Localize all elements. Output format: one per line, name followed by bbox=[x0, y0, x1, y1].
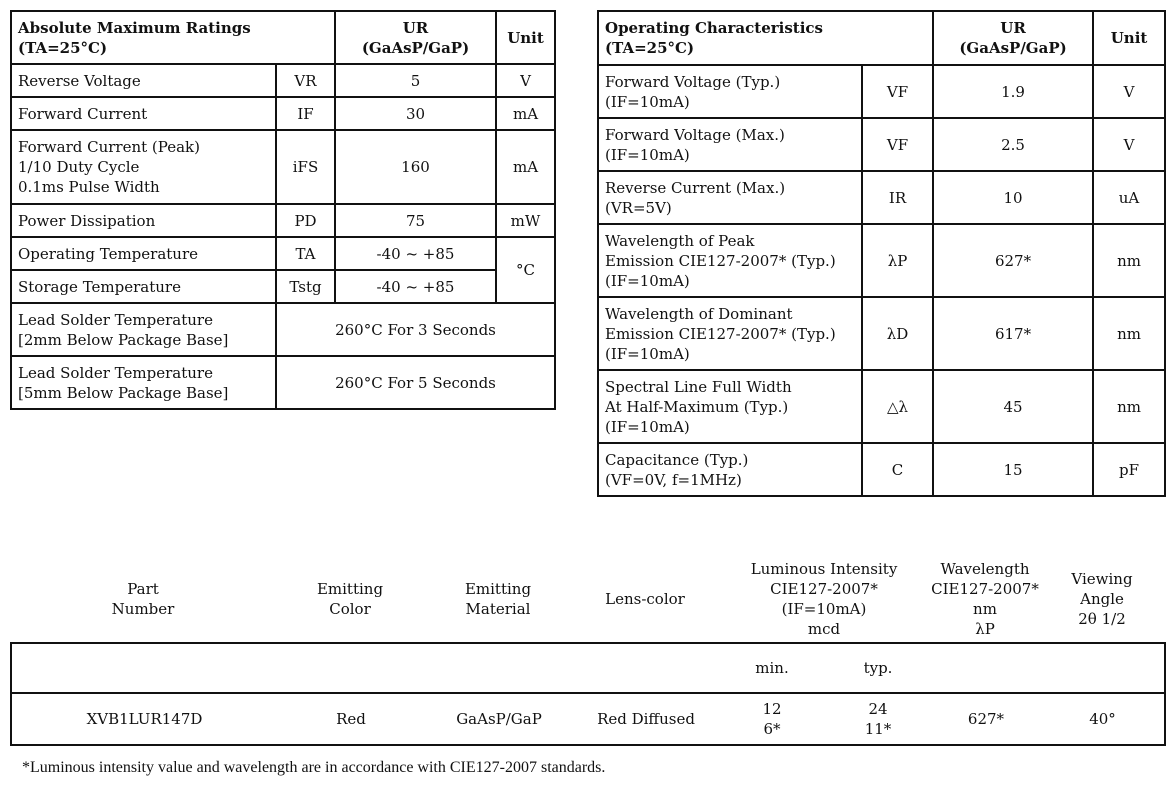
abs-param: Forward Current bbox=[11, 97, 276, 130]
header-viewing-angle: Viewing Angle 2θ 1/2 bbox=[1071, 570, 1133, 628]
emitting-material-cell: GaAsP/GaP bbox=[425, 693, 573, 745]
op-unit: V bbox=[1093, 65, 1165, 118]
abs-symbol: IF bbox=[276, 97, 335, 130]
op-param: Forward Voltage (Max.) (IF=10mA) bbox=[598, 118, 862, 171]
abs-header-title bbox=[11, 11, 335, 64]
op-value: 627* bbox=[933, 224, 1093, 297]
wavelength-cell: 627* bbox=[931, 693, 1041, 745]
header-wavelength: Wavelength CIE127-2007* nm λP bbox=[931, 560, 1039, 638]
op-param: Spectral Line Full Width At Half-Maximum (Typ.) (IF=10mA) bbox=[598, 370, 862, 443]
empty-cell bbox=[425, 643, 573, 693]
abs-value: 260°C For 3 Seconds bbox=[276, 303, 555, 356]
abs-unit: mA bbox=[496, 130, 555, 204]
op-unit: V bbox=[1093, 118, 1165, 171]
min-label: min. bbox=[719, 643, 825, 693]
luminous-typ-cell: 24 11* bbox=[825, 693, 931, 745]
op-param: Wavelength of Dominant Emission CIE127-2007* (Typ.) (IF=10mA) bbox=[598, 297, 862, 370]
op-param: Wavelength of Peak Emission CIE127-2007* (Typ.) (IF=10mA) bbox=[598, 224, 862, 297]
header-luminous-intensity: Luminous Intensity CIE127-2007* (IF=10mA) mcd bbox=[750, 560, 898, 638]
op-value: 10 bbox=[933, 171, 1093, 224]
abs-value: -40 ~ +85 bbox=[335, 270, 496, 303]
empty-cell bbox=[931, 643, 1041, 693]
header-emitting-color: Emitting Color bbox=[316, 580, 384, 618]
abs-param: Lead Solder Temperature [5mm Below Package Base] bbox=[11, 356, 276, 409]
abs-unit: °C bbox=[496, 237, 555, 303]
op-symbol: λP bbox=[862, 224, 933, 297]
op-symbol: λD bbox=[862, 297, 933, 370]
lens-color-cell: Red Diffused bbox=[573, 693, 719, 745]
abs-symbol: VR bbox=[276, 64, 335, 97]
op-symbol: VF bbox=[862, 118, 933, 171]
abs-symbol: TA bbox=[276, 237, 335, 270]
op-symbol: VF bbox=[862, 65, 933, 118]
abs-param: Power Dissipation bbox=[11, 204, 276, 237]
op-symbol: C bbox=[862, 443, 933, 496]
op-param: Forward Voltage (Typ.) (IF=10mA) bbox=[598, 65, 862, 118]
abs-unit: V bbox=[496, 64, 555, 97]
typ-label: typ. bbox=[825, 643, 931, 693]
abs-unit: mA bbox=[496, 97, 555, 130]
op-unit: pF bbox=[1093, 443, 1165, 496]
part-list-header bbox=[10, 556, 1164, 642]
op-value: 45 bbox=[933, 370, 1093, 443]
abs-header-unit: Unit bbox=[496, 11, 555, 64]
abs-symbol: iFS bbox=[276, 130, 335, 204]
emitting-color-cell: Red bbox=[277, 693, 425, 745]
op-cond-text: (TA=25°C) bbox=[605, 39, 695, 57]
op-value: 15 bbox=[933, 443, 1093, 496]
op-symbol: IR bbox=[862, 171, 933, 224]
abs-value: -40 ~ +85 bbox=[335, 237, 496, 270]
abs-param: Lead Solder Temperature [2mm Below Package Base] bbox=[11, 303, 276, 356]
op-unit: nm bbox=[1093, 297, 1165, 370]
viewing-angle-cell: 40° bbox=[1041, 693, 1165, 745]
abs-symbol: Tstg bbox=[276, 270, 335, 303]
op-unit: nm bbox=[1093, 224, 1165, 297]
part-list-table bbox=[10, 642, 1166, 746]
abs-value: 5 bbox=[335, 64, 496, 97]
header-emitting-material: Emitting Material bbox=[464, 580, 532, 618]
abs-symbol: PD bbox=[276, 204, 335, 237]
empty-cell bbox=[1041, 643, 1165, 693]
abs-param: Operating Temperature bbox=[11, 237, 276, 270]
abs-param: Reverse Voltage bbox=[11, 64, 276, 97]
abs-value: 75 bbox=[335, 204, 496, 237]
abs-unit: mW bbox=[496, 204, 555, 237]
abs-title-text: Absolute Maximum Ratings bbox=[18, 18, 251, 37]
op-title-text: Operating Characteristics bbox=[605, 19, 824, 37]
op-symbol: △λ bbox=[862, 370, 933, 443]
op-header-unit: Unit bbox=[1093, 11, 1165, 65]
empty-cell bbox=[573, 643, 719, 693]
op-value: 2.5 bbox=[933, 118, 1093, 171]
abs-cond-text: (TA=25°C) bbox=[18, 38, 108, 57]
abs-value: 30 bbox=[335, 97, 496, 130]
op-param: Capacitance (Typ.) (VF=0V, f=1MHz) bbox=[598, 443, 862, 496]
abs-value: 260°C For 5 Seconds bbox=[276, 356, 555, 409]
op-unit: nm bbox=[1093, 370, 1165, 443]
header-part-number: Part Number bbox=[111, 580, 175, 618]
header-lens-color: Lens-color bbox=[605, 590, 685, 608]
op-value: 617* bbox=[933, 297, 1093, 370]
op-value: 1.9 bbox=[933, 65, 1093, 118]
op-param: Reverse Current (Max.) (VR=5V) bbox=[598, 171, 862, 224]
abs-header-ur: UR (GaAsP/GaP) bbox=[335, 11, 496, 64]
empty-cell bbox=[11, 643, 277, 693]
operating-characteristics-table bbox=[597, 10, 1166, 497]
op-header-ur: UR (GaAsP/GaP) bbox=[933, 11, 1093, 65]
footnote: *Luminous intensity value and wavelength are in accordance with CIE127-2007 standards. bbox=[22, 759, 606, 776]
abs-param: Forward Current (Peak) 1/10 Duty Cycle 0.1ms Pulse Width bbox=[11, 130, 276, 204]
abs-value: 160 bbox=[335, 130, 496, 204]
part-number-cell: XVB1LUR147D bbox=[11, 693, 277, 745]
op-unit: uA bbox=[1093, 171, 1165, 224]
abs-param: Storage Temperature bbox=[11, 270, 276, 303]
luminous-min-cell: 12 6* bbox=[719, 693, 825, 745]
absolute-maximum-ratings-table bbox=[10, 10, 556, 410]
op-header-title bbox=[598, 11, 933, 65]
empty-cell bbox=[277, 643, 425, 693]
